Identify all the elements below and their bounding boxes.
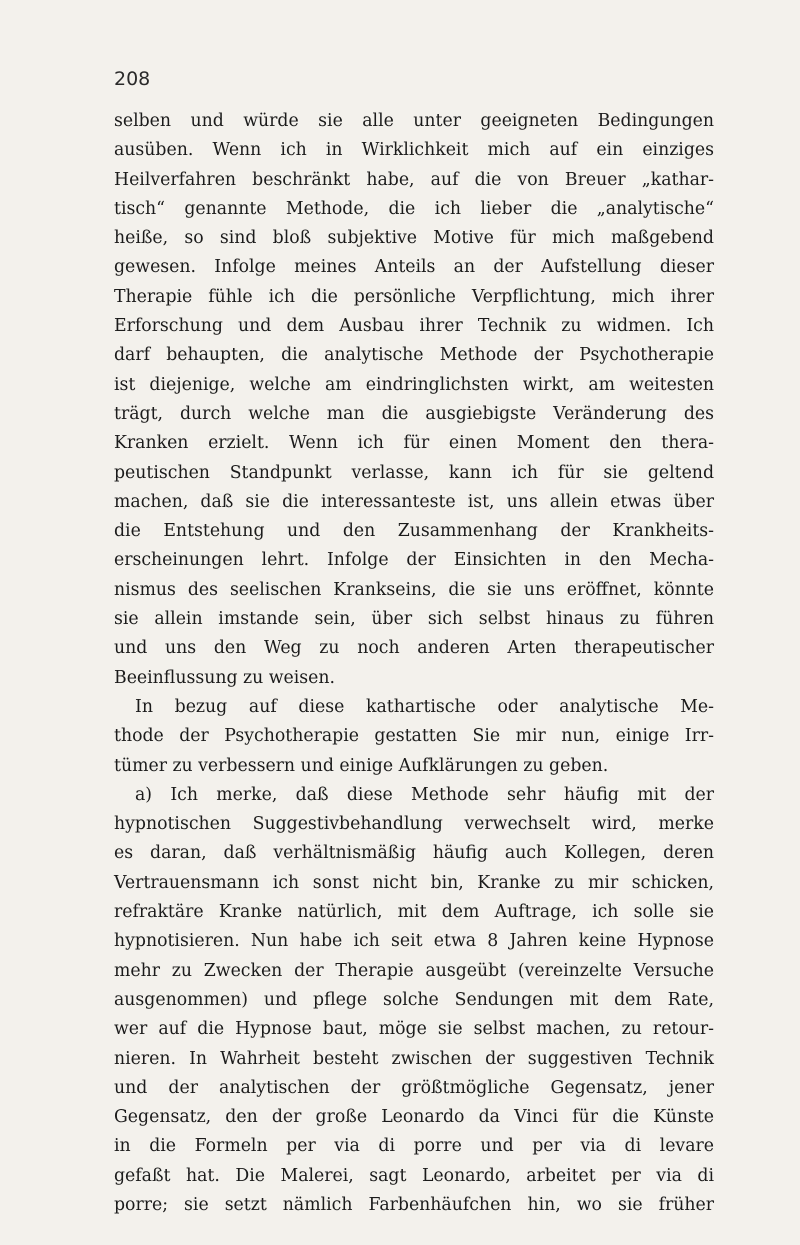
text-line: in die Formeln per via di porre und per via di levare (114, 1136, 714, 1157)
text-line: es daran, daß verhältnismäßig häufig auch Kollegen, deren (114, 843, 714, 864)
text-line: hypnotischen Suggestivbehandlung verwechselt wird, merke (114, 814, 714, 835)
text-line: mehr zu Zwecken der Therapie ausgeübt (vereinzelte Versuche (114, 960, 714, 981)
text-line: In bezug auf diese kathartische oder analytische Me- (135, 696, 714, 717)
body-text (114, 107, 714, 1220)
text-line: tümer zu verbessern und einige Aufklärungen zu geben. (114, 755, 609, 776)
text-line: selben und würde sie alle unter geeigneten Bedingungen (114, 111, 714, 131)
text-line: ausgenommen) und pflege solche Sendungen mit dem Rate, (114, 989, 714, 1010)
text-line: Vertrauensmann ich sonst nicht bin, Kranke zu mir schicken, (114, 872, 714, 893)
text-line: thode der Psychotherapie gestatten Sie mir nun, einige Irr- (114, 726, 714, 747)
text-line: ist diejenige, welche am eindringlichsten wirkt, am weitesten (114, 374, 714, 395)
text-line: trägt, durch welche man die ausgiebigste Veränderung des (114, 403, 714, 424)
text-line: refraktäre Kranke natürlich, mit dem Auftrage, ich solle sie (114, 902, 714, 923)
text-line: hypnotisieren. Nun habe ich seit etwa 8 Jahren keine Hypnose (114, 931, 714, 952)
text-line: gefaßt hat. Die Malerei, sagt Leonardo, arbeitet per via di (114, 1165, 714, 1186)
text-line: erscheinungen lehrt. Infolge der Einsichten in den Mecha- (114, 550, 714, 571)
page-number: 208 (114, 68, 151, 90)
text-line: nismus des seelischen Krankseins, die sie uns eröffnet, könnte (114, 579, 714, 600)
text-line: die Entstehung und den Zusammenhang der Krankheits- (114, 521, 714, 542)
text-line: a) Ich merke, daß diese Methode sehr häufig mit der (135, 784, 714, 805)
text-line: peutischen Standpunkt verlasse, kann ich für sie geltend (114, 462, 714, 483)
text-line: Therapie fühle ich die persönliche Verpflichtung, mich ihrer (114, 286, 714, 307)
text-line: Gegensatz, den der große Leonardo da Vinci für die Künste (114, 1107, 714, 1128)
text-line: darf behaupten, die analytische Methode der Psychotherapie (114, 345, 714, 366)
text-line: und der analytischen der größtmögliche Gegensatz, jener (114, 1077, 714, 1098)
text-line: wer auf die Hypnose baut, möge sie selbst machen, zu retour- (114, 1019, 714, 1040)
text-line: Heilverfahren beschränkt habe, auf die von Breuer „kathar- (114, 169, 714, 190)
text-line: gewesen. Infolge meines Anteils an der Aufstellung dieser (114, 257, 714, 278)
text-line: ausüben. Wenn ich in Wirklichkeit mich auf ein einziges (114, 140, 714, 161)
text-line: nieren. In Wahrheit besteht zwischen der suggestiven Technik (114, 1048, 714, 1069)
text-line: sie allein imstande sein, über sich selbst hinaus zu führen (114, 609, 714, 630)
text-line: Erforschung und dem Ausbau ihrer Technik zu widmen. Ich (114, 316, 714, 337)
text-line: Kranken erzielt. Wenn ich für einen Moment den thera- (114, 433, 714, 454)
text-line: und uns den Weg zu noch anderen Arten therapeutischer (114, 638, 714, 659)
text-line: heiße, so sind bloß subjektive Motive für mich maßgebend (114, 228, 714, 249)
text-line: porre; sie setzt nämlich Farbenhäufchen hin, wo sie früher (114, 1194, 714, 1215)
text-line: machen, daß sie die interessanteste ist, uns allein etwas über (114, 491, 714, 512)
text-line: Beeinflussung zu weisen. (114, 667, 336, 688)
text-line: tisch“ genannte Methode, die ich lieber die „analytische“ (114, 198, 714, 219)
